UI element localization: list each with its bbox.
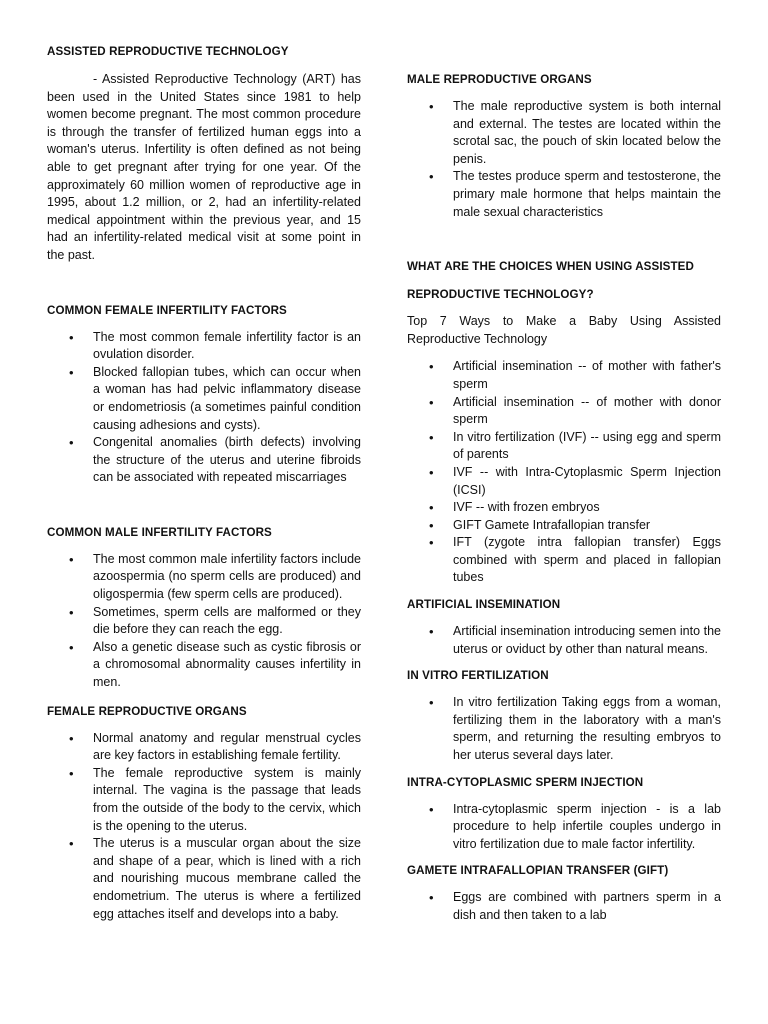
list-item: • In vitro fertilization (IVF) -- using egg and sperm of parents	[453, 429, 721, 464]
art-heading: ASSISTED REPRODUCTIVE TECHNOLOGY	[47, 45, 289, 58]
list-item: • Eggs are combined with partners sperm in a dish and then taken to a lab	[453, 889, 721, 924]
list-item: • IVF -- with Intra-Cytoplasmic Sperm Injection (ICSI)	[453, 464, 721, 499]
choices-heading-line-1: WHAT ARE THE CHOICES WHEN USING ASSISTED	[407, 260, 694, 274]
list-item: • The testes produce sperm and testosterone, the primary male hormone that helps maintain the male sexual characteristics	[453, 168, 721, 221]
list-item: • Normal anatomy and regular menstrual cycles are key factors in establishing female fertility.	[93, 730, 361, 765]
list-item: • The most common female infertility factor is an ovulation disorder.	[93, 329, 361, 364]
list-item: • IVF -- with frozen embryos	[453, 499, 721, 517]
female-factors-list	[47, 329, 361, 487]
male-organs-heading: MALE REPRODUCTIVE ORGANS	[407, 73, 592, 86]
list-item: • The uterus is a muscular organ about the size and shape of a pear, which is lined with a rich and nourishing mucous membrane called the endometrium. The uterus is where a fertilized egg attaches itself and develops into a baby.	[93, 835, 361, 923]
female-factors-heading: COMMON FEMALE INFERTILITY FACTORS	[47, 303, 287, 317]
choices-list	[407, 358, 721, 587]
icsi-list	[407, 801, 721, 854]
list-item: • Artificial insemination -- of mother with father's sperm	[453, 358, 721, 393]
choices-intro: Top 7 Ways to Make a Baby Using Assisted Reproductive Technology	[407, 314, 721, 346]
list-item: • Intra-cytoplasmic sperm injection - is a lab procedure to help infertile couples undergo in vitro fertilization due to male factor infertility.	[453, 801, 721, 854]
art-intro-paragraph: - Assisted Reproductive Technology (ART) has been used in the United States since 1981 to help women become pregnant. The most common procedure is through the transfer of fertilized human eggs into a woman's uterus. Infertility is often defined as not being able to get pregnant after trying for one year. Of the approximately 60 million women of reproductive age in 1995, about 1.2 million, or 2, had an infertility-related medical appointment within the previous year, and 15 had an infertility-related medical visit at some point in the past.	[47, 72, 361, 262]
ivf-list	[407, 694, 721, 764]
ai-list	[407, 623, 721, 658]
list-item: • Also a genetic disease such as cystic fibrosis or a chromosomal abnormality causes infertility in men.	[93, 639, 361, 692]
list-item: • Sometimes, sperm cells are malformed or they die before they can reach the egg.	[93, 604, 361, 639]
male-organs-list	[407, 98, 721, 221]
list-item: • GIFT Gamete Intrafallopian transfer	[453, 517, 721, 535]
male-factors-list	[47, 551, 361, 692]
ai-heading: ARTIFICIAL INSEMINATION	[407, 598, 561, 612]
list-item: • In vitro fertilization Taking eggs from a woman, fertilizing them in the laboratory with a man's sperm, and returning the resulting embryos to her uterus several days later.	[453, 694, 721, 764]
left-column	[47, 0, 361, 923]
ivf-heading: IN VITRO FERTILIZATION	[407, 669, 549, 683]
list-item: • IFT (zygote intra fallopian transfer) Eggs combined with sperm and placed in fallopian tubes	[453, 534, 721, 587]
list-item: • The male reproductive system is both internal and external. The testes are located within the scrotal sac, the pouch of skin located below the penis.	[453, 98, 721, 168]
female-organs-list	[47, 730, 361, 924]
choices-heading-line-2: REPRODUCTIVE TECHNOLOGY?	[407, 288, 594, 302]
list-item: • Artificial insemination -- of mother with donor sperm	[453, 394, 721, 429]
gift-list	[407, 889, 721, 924]
list-item: • The female reproductive system is mainly internal. The vagina is the passage that leads from the outside of the body to the cervix, which is the opening to the uterus.	[93, 765, 361, 835]
right-column	[407, 0, 721, 925]
icsi-heading: INTRA-CYTOPLASMIC SPERM INJECTION	[407, 775, 644, 789]
female-organs-heading: FEMALE REPRODUCTIVE ORGANS	[47, 704, 247, 718]
list-item: • The most common male infertility factors include azoospermia (no sperm cells are produced) and oligospermia (few sperm cells are produced).	[93, 551, 361, 604]
list-item: • Blocked fallopian tubes, which can occur when a woman has had pelvic inflammatory disease or endometriosis (a sometimes painful condition causing adhesions and cysts).	[93, 364, 361, 434]
list-item: • Congenital anomalies (birth defects) involving the structure of the uterus and uterine fibroids can be associated with repeated miscarriages	[93, 434, 361, 487]
gift-heading: GAMETE INTRAFALLOPIAN TRANSFER (GIFT)	[407, 864, 669, 878]
list-item: • Artificial insemination introducing semen into the uterus or oviduct by other than natural means.	[453, 623, 721, 658]
male-factors-heading: COMMON MALE INFERTILITY FACTORS	[47, 525, 272, 539]
